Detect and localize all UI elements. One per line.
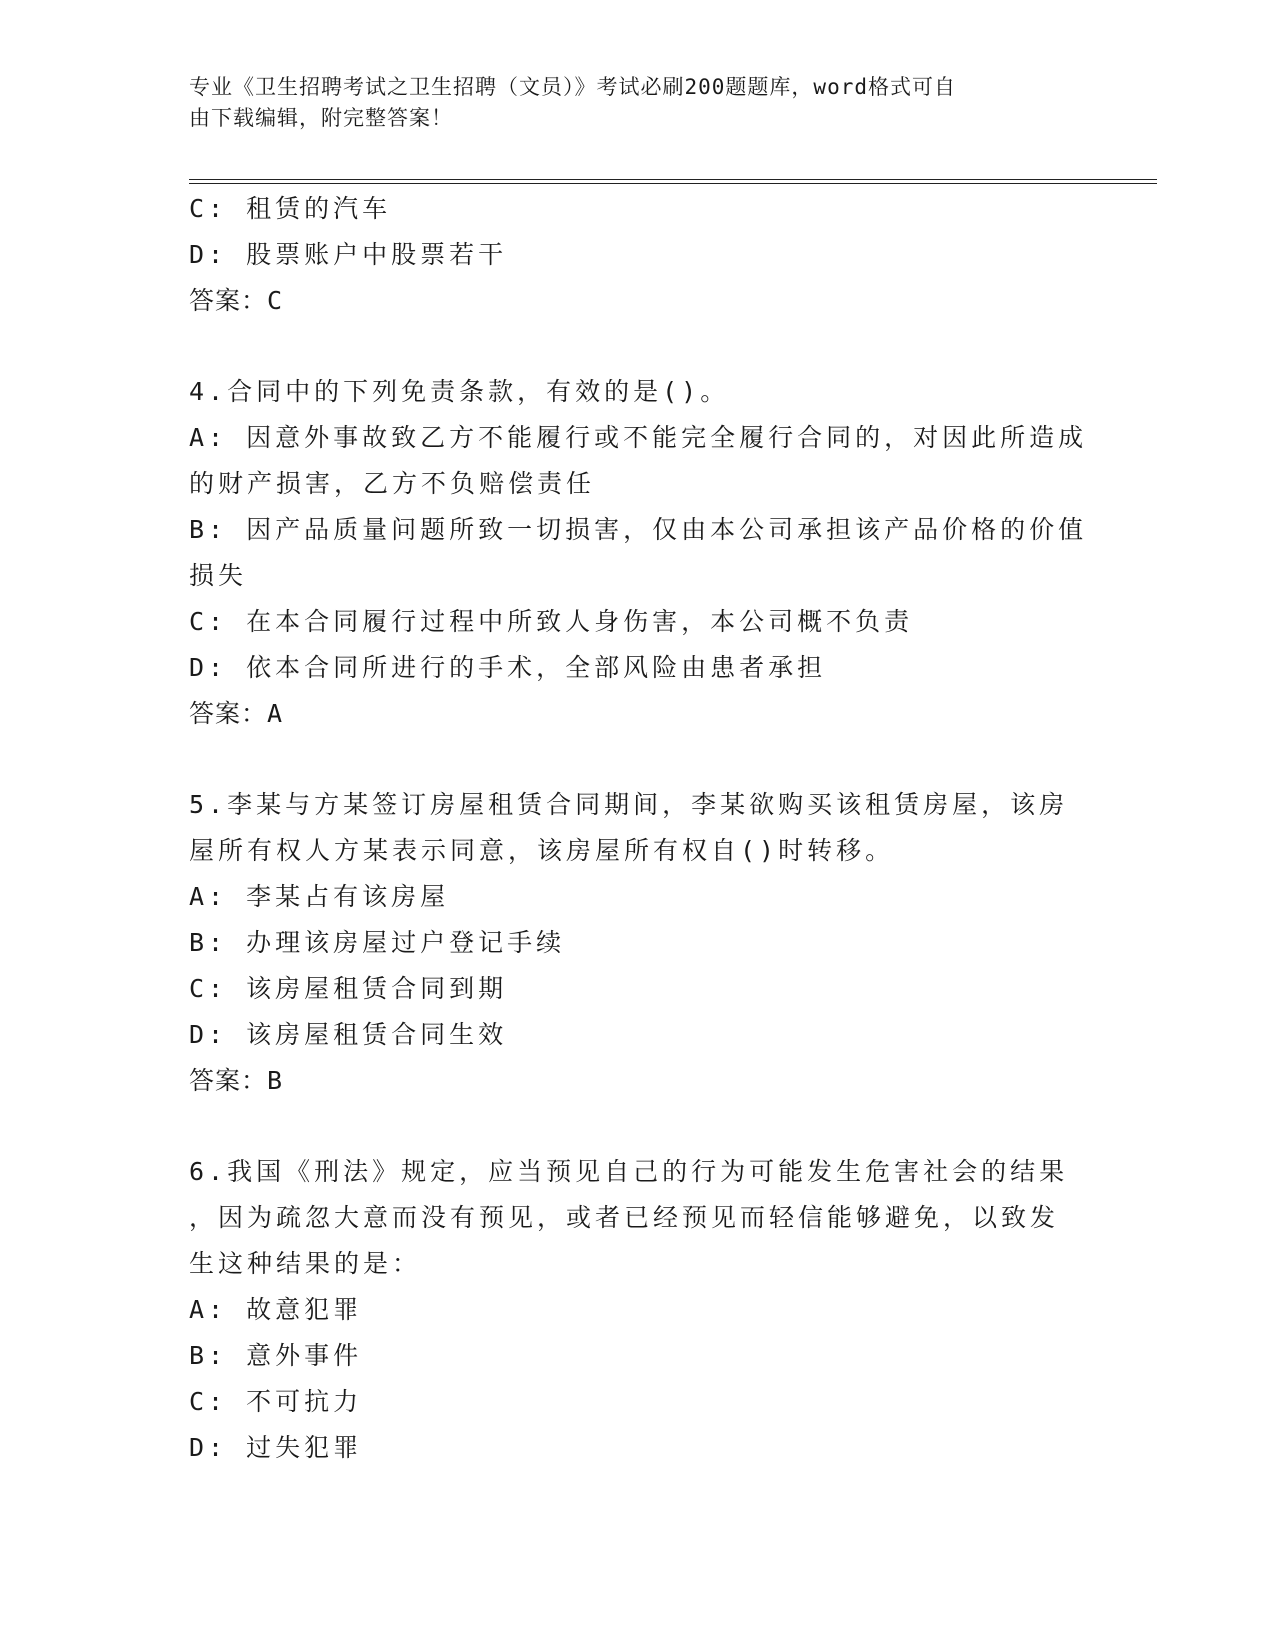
option-c: C: 不可抗力 (189, 1387, 363, 1416)
spacer (189, 324, 1089, 369)
option-d: D: 过失犯罪 (189, 1433, 363, 1462)
option-d: D: 依本合同所进行的手术，全部风险由患者承担 (189, 653, 827, 682)
question-4 (189, 369, 1089, 737)
option-c: C: 该房屋租赁合同到期 (189, 974, 508, 1003)
option-b: B: 办理该房屋过户登记手续 (189, 928, 566, 957)
answer: 答案：B (189, 1066, 284, 1095)
question-content (189, 186, 1089, 1471)
option-a-line-1: A: 因意外事故致乙方不能履行或不能完全履行合同的，对因此所造成 (189, 423, 1088, 452)
option-a: A: 李某占有该房屋 (189, 882, 450, 911)
spacer (189, 737, 1089, 782)
question-6 (189, 1149, 1089, 1471)
option-c: C: 租赁的汽车 (189, 194, 392, 223)
header-line-1: 专业《卫生招聘考试之卫生招聘（文员）》考试必刷200题题库，word格式可自 (189, 75, 956, 99)
question-stem-line-1: 5.李某与方某签订房屋租赁合同期间，李某欲购买该租赁房屋，该房 (189, 790, 1069, 819)
option-a: A: 故意犯罪 (189, 1295, 363, 1324)
question-5 (189, 782, 1089, 1104)
option-c: C: 在本合同履行过程中所致人身伤害，本公司概不负责 (189, 607, 914, 636)
option-b: B: 意外事件 (189, 1341, 363, 1370)
option-d: D: 该房屋租赁合同生效 (189, 1020, 508, 1049)
header-line-2: 由下载编辑，附完整答案！ (189, 106, 453, 130)
header-divider (189, 179, 1157, 184)
question-stem-line-1: 6.我国《刑法》规定，应当预见自己的行为可能发生危害社会的结果 (189, 1157, 1069, 1186)
option-b-line-2: 损失 (189, 561, 248, 590)
option-a-line-2: 的财产损害，乙方不负赔偿责任 (189, 469, 596, 498)
answer: 答案：A (189, 699, 284, 728)
question-stem: 4.合同中的下列免责条款，有效的是()。 (189, 377, 730, 406)
document-header (189, 72, 1089, 134)
option-b-line-1: B: 因产品质量问题所致一切损害，仅由本公司承担该产品价格的价值 (189, 515, 1088, 544)
spacer (189, 1104, 1089, 1149)
question-3-carryover (189, 186, 1089, 324)
option-d: D: 股票账户中股票若干 (189, 240, 508, 269)
question-stem-line-3: 生这种结果的是： (189, 1249, 422, 1278)
answer: 答案：C (189, 286, 284, 315)
question-stem-line-2: 屋所有权人方某表示同意，该房屋所有权自()时转移。 (189, 836, 895, 865)
question-stem-line-2: ，因为疏忽大意而没有预见，或者已经预见而轻信能够避免，以致发 (189, 1203, 1060, 1232)
